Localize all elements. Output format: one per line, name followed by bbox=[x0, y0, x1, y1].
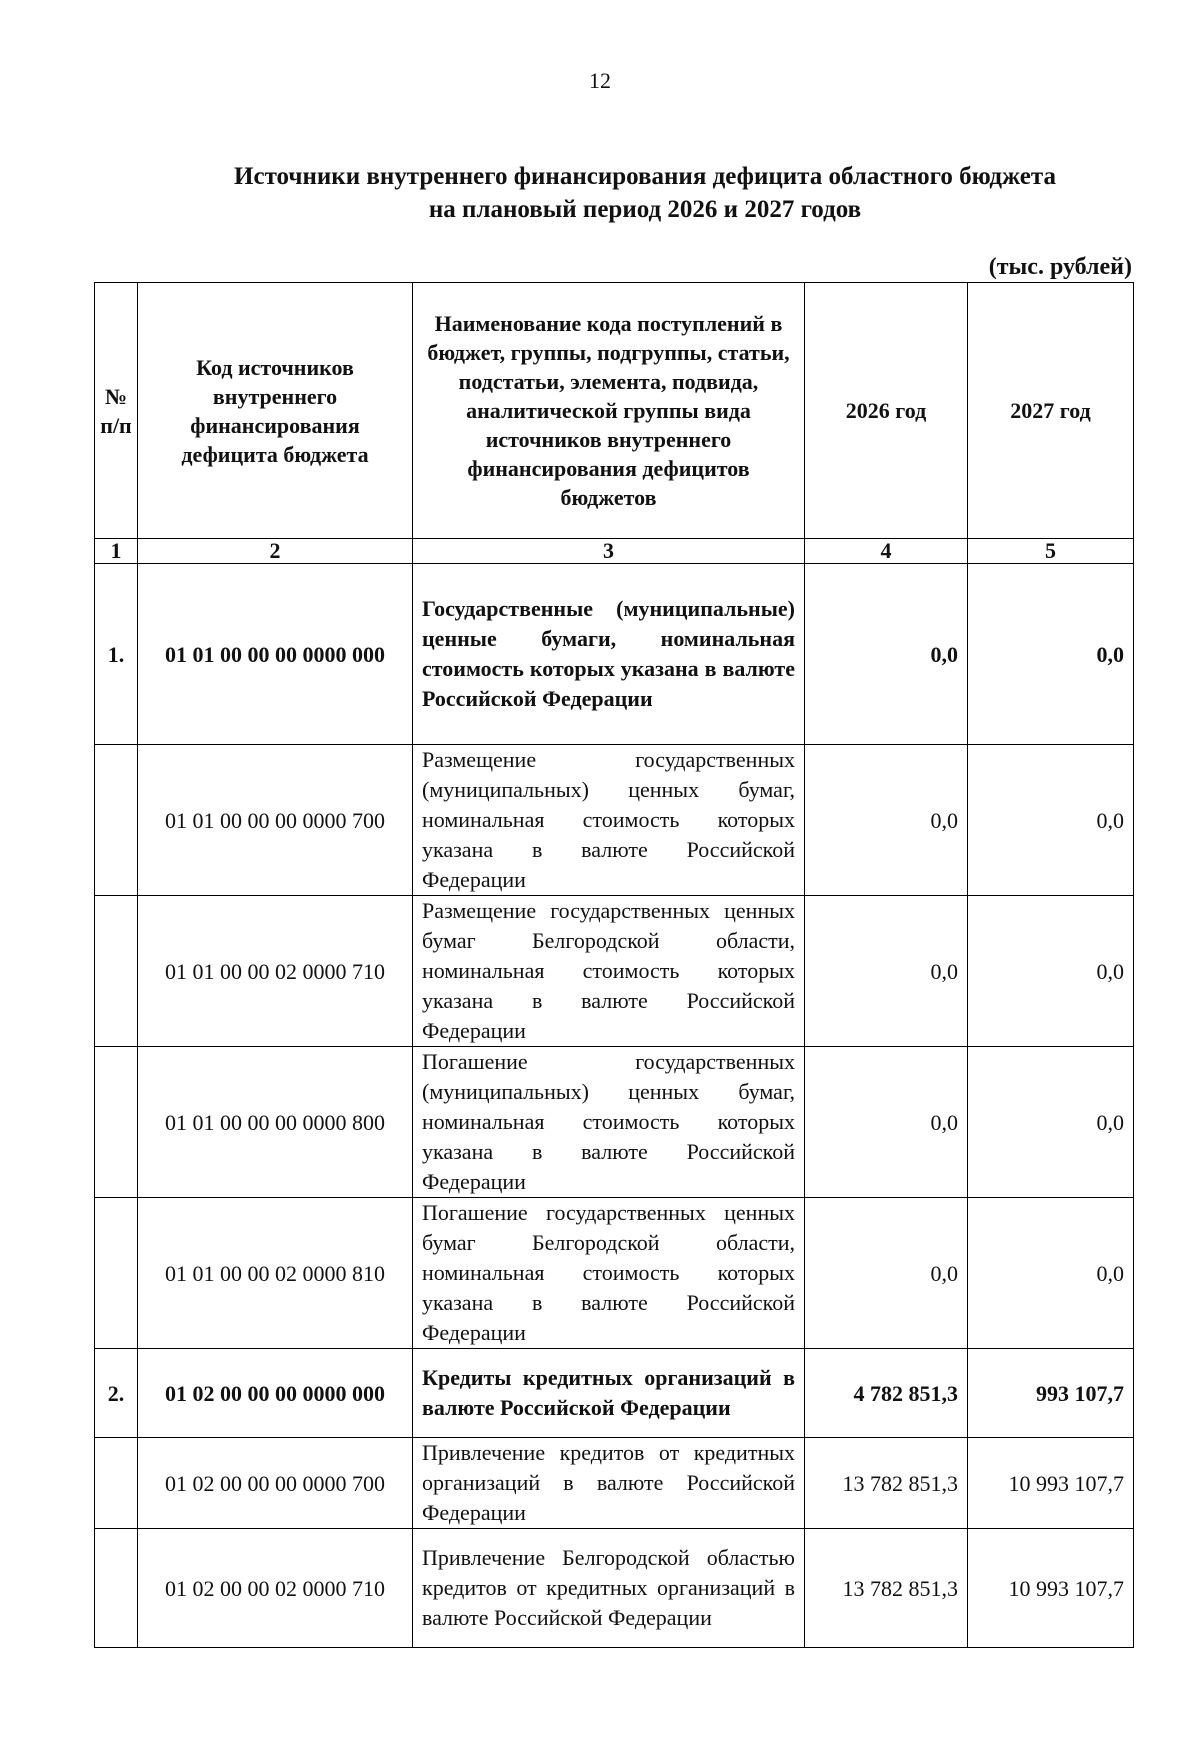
table-row bbox=[95, 745, 1134, 896]
row-num bbox=[95, 1047, 138, 1198]
document-title-line-2: на плановый период 2026 и 2027 годов bbox=[428, 196, 862, 223]
table-row bbox=[95, 564, 1134, 745]
document-title bbox=[100, 160, 1190, 226]
row-value-2026: 13 782 851,3 bbox=[805, 1438, 968, 1529]
column-number-row bbox=[95, 539, 1134, 564]
row-name: Размещение государственных ценных бумаг Белгородской области, номинальная стоимость которых указана в валюте Российской Федерации bbox=[413, 896, 805, 1047]
table-row bbox=[95, 1198, 1134, 1349]
row-value-2027: 0,0 bbox=[968, 1047, 1134, 1198]
column-number: 3 bbox=[413, 539, 805, 564]
row-name: Привлечение кредитов от кредитных организаций в валюте Российской Федерации bbox=[413, 1438, 805, 1529]
row-code: 01 02 00 00 02 0000 710 bbox=[138, 1529, 413, 1648]
header-code: Код источников внутреннего финансирования дефицита бюджета bbox=[138, 283, 413, 539]
table-row bbox=[95, 1349, 1134, 1438]
row-value-2026: 0,0 bbox=[805, 1198, 968, 1349]
row-code: 01 01 00 00 00 0000 700 bbox=[138, 745, 413, 896]
financing-sources-table bbox=[94, 282, 1134, 1648]
row-value-2027: 0,0 bbox=[968, 564, 1134, 745]
column-number: 5 bbox=[968, 539, 1134, 564]
row-code: 01 02 00 00 00 0000 700 bbox=[138, 1438, 413, 1529]
row-num bbox=[95, 1529, 138, 1648]
header-num: № п/п bbox=[95, 283, 138, 539]
row-code: 01 01 00 00 00 0000 800 bbox=[138, 1047, 413, 1198]
table-header-row bbox=[95, 283, 1134, 539]
row-value-2026: 0,0 bbox=[805, 1047, 968, 1198]
table-row bbox=[95, 896, 1134, 1047]
table-row bbox=[95, 1438, 1134, 1529]
row-num bbox=[95, 896, 138, 1047]
table-row bbox=[95, 1047, 1134, 1198]
row-value-2027: 10 993 107,7 bbox=[968, 1529, 1134, 1648]
table-row bbox=[95, 1529, 1134, 1648]
row-value-2026: 13 782 851,3 bbox=[805, 1529, 968, 1648]
row-value-2026: 0,0 bbox=[805, 896, 968, 1047]
row-name: Погашение государственных ценных бумаг Белгородской области, номинальная стоимость которых указана в валюте Российской Федерации bbox=[413, 1198, 805, 1349]
row-num bbox=[95, 1438, 138, 1529]
row-value-2026: 0,0 bbox=[805, 564, 968, 745]
units-note: (тыс. рублей) bbox=[988, 254, 1132, 280]
header-2027: 2027 год bbox=[968, 283, 1134, 539]
row-code: 01 01 00 00 00 0000 000 bbox=[138, 564, 413, 745]
row-code: 01 01 00 00 02 0000 710 bbox=[138, 896, 413, 1047]
row-name: Государственные (муниципальные) ценные бумаги, номинальная стоимость которых указана в валюте Российской Федерации bbox=[413, 564, 805, 745]
row-value-2027: 0,0 bbox=[968, 896, 1134, 1047]
row-name: Размещение государственных (муниципальных) ценных бумаг, номинальная стоимость которых указана в валюте Российской Федерации bbox=[413, 745, 805, 896]
row-num bbox=[95, 1198, 138, 1349]
page-number: 12 bbox=[589, 68, 611, 93]
row-code: 01 02 00 00 00 0000 000 bbox=[138, 1349, 413, 1438]
row-value-2027: 0,0 bbox=[968, 1198, 1134, 1349]
row-code: 01 01 00 00 02 0000 810 bbox=[138, 1198, 413, 1349]
row-num: 1. bbox=[95, 564, 138, 745]
row-num: 2. bbox=[95, 1349, 138, 1438]
document-title-line-1: Источники внутреннего финансирования дефицита областного бюджета bbox=[234, 163, 1056, 190]
header-2026: 2026 год bbox=[805, 283, 968, 539]
header-name: Наименование кода поступлений в бюджет, группы, подгруппы, статьи, подстатьи, элемента, подвида, аналитической группы вида источников внутреннего финансирования дефицитов бюджетов bbox=[413, 283, 805, 539]
column-number: 4 bbox=[805, 539, 968, 564]
row-name: Погашение государственных (муниципальных) ценных бумаг, номинальная стоимость которых указана в валюте Российской Федерации bbox=[413, 1047, 805, 1198]
row-value-2027: 10 993 107,7 bbox=[968, 1438, 1134, 1529]
row-value-2026: 4 782 851,3 bbox=[805, 1349, 968, 1438]
row-value-2027: 993 107,7 bbox=[968, 1349, 1134, 1438]
column-number: 2 bbox=[138, 539, 413, 564]
column-number: 1 bbox=[95, 539, 138, 564]
row-value-2027: 0,0 bbox=[968, 745, 1134, 896]
row-name: Кредиты кредитных организаций в валюте Российской Федерации bbox=[413, 1349, 805, 1438]
row-name: Привлечение Белгородской областью кредитов от кредитных организаций в валюте Российской Федерации bbox=[413, 1529, 805, 1648]
row-value-2026: 0,0 bbox=[805, 745, 968, 896]
row-num bbox=[95, 745, 138, 896]
